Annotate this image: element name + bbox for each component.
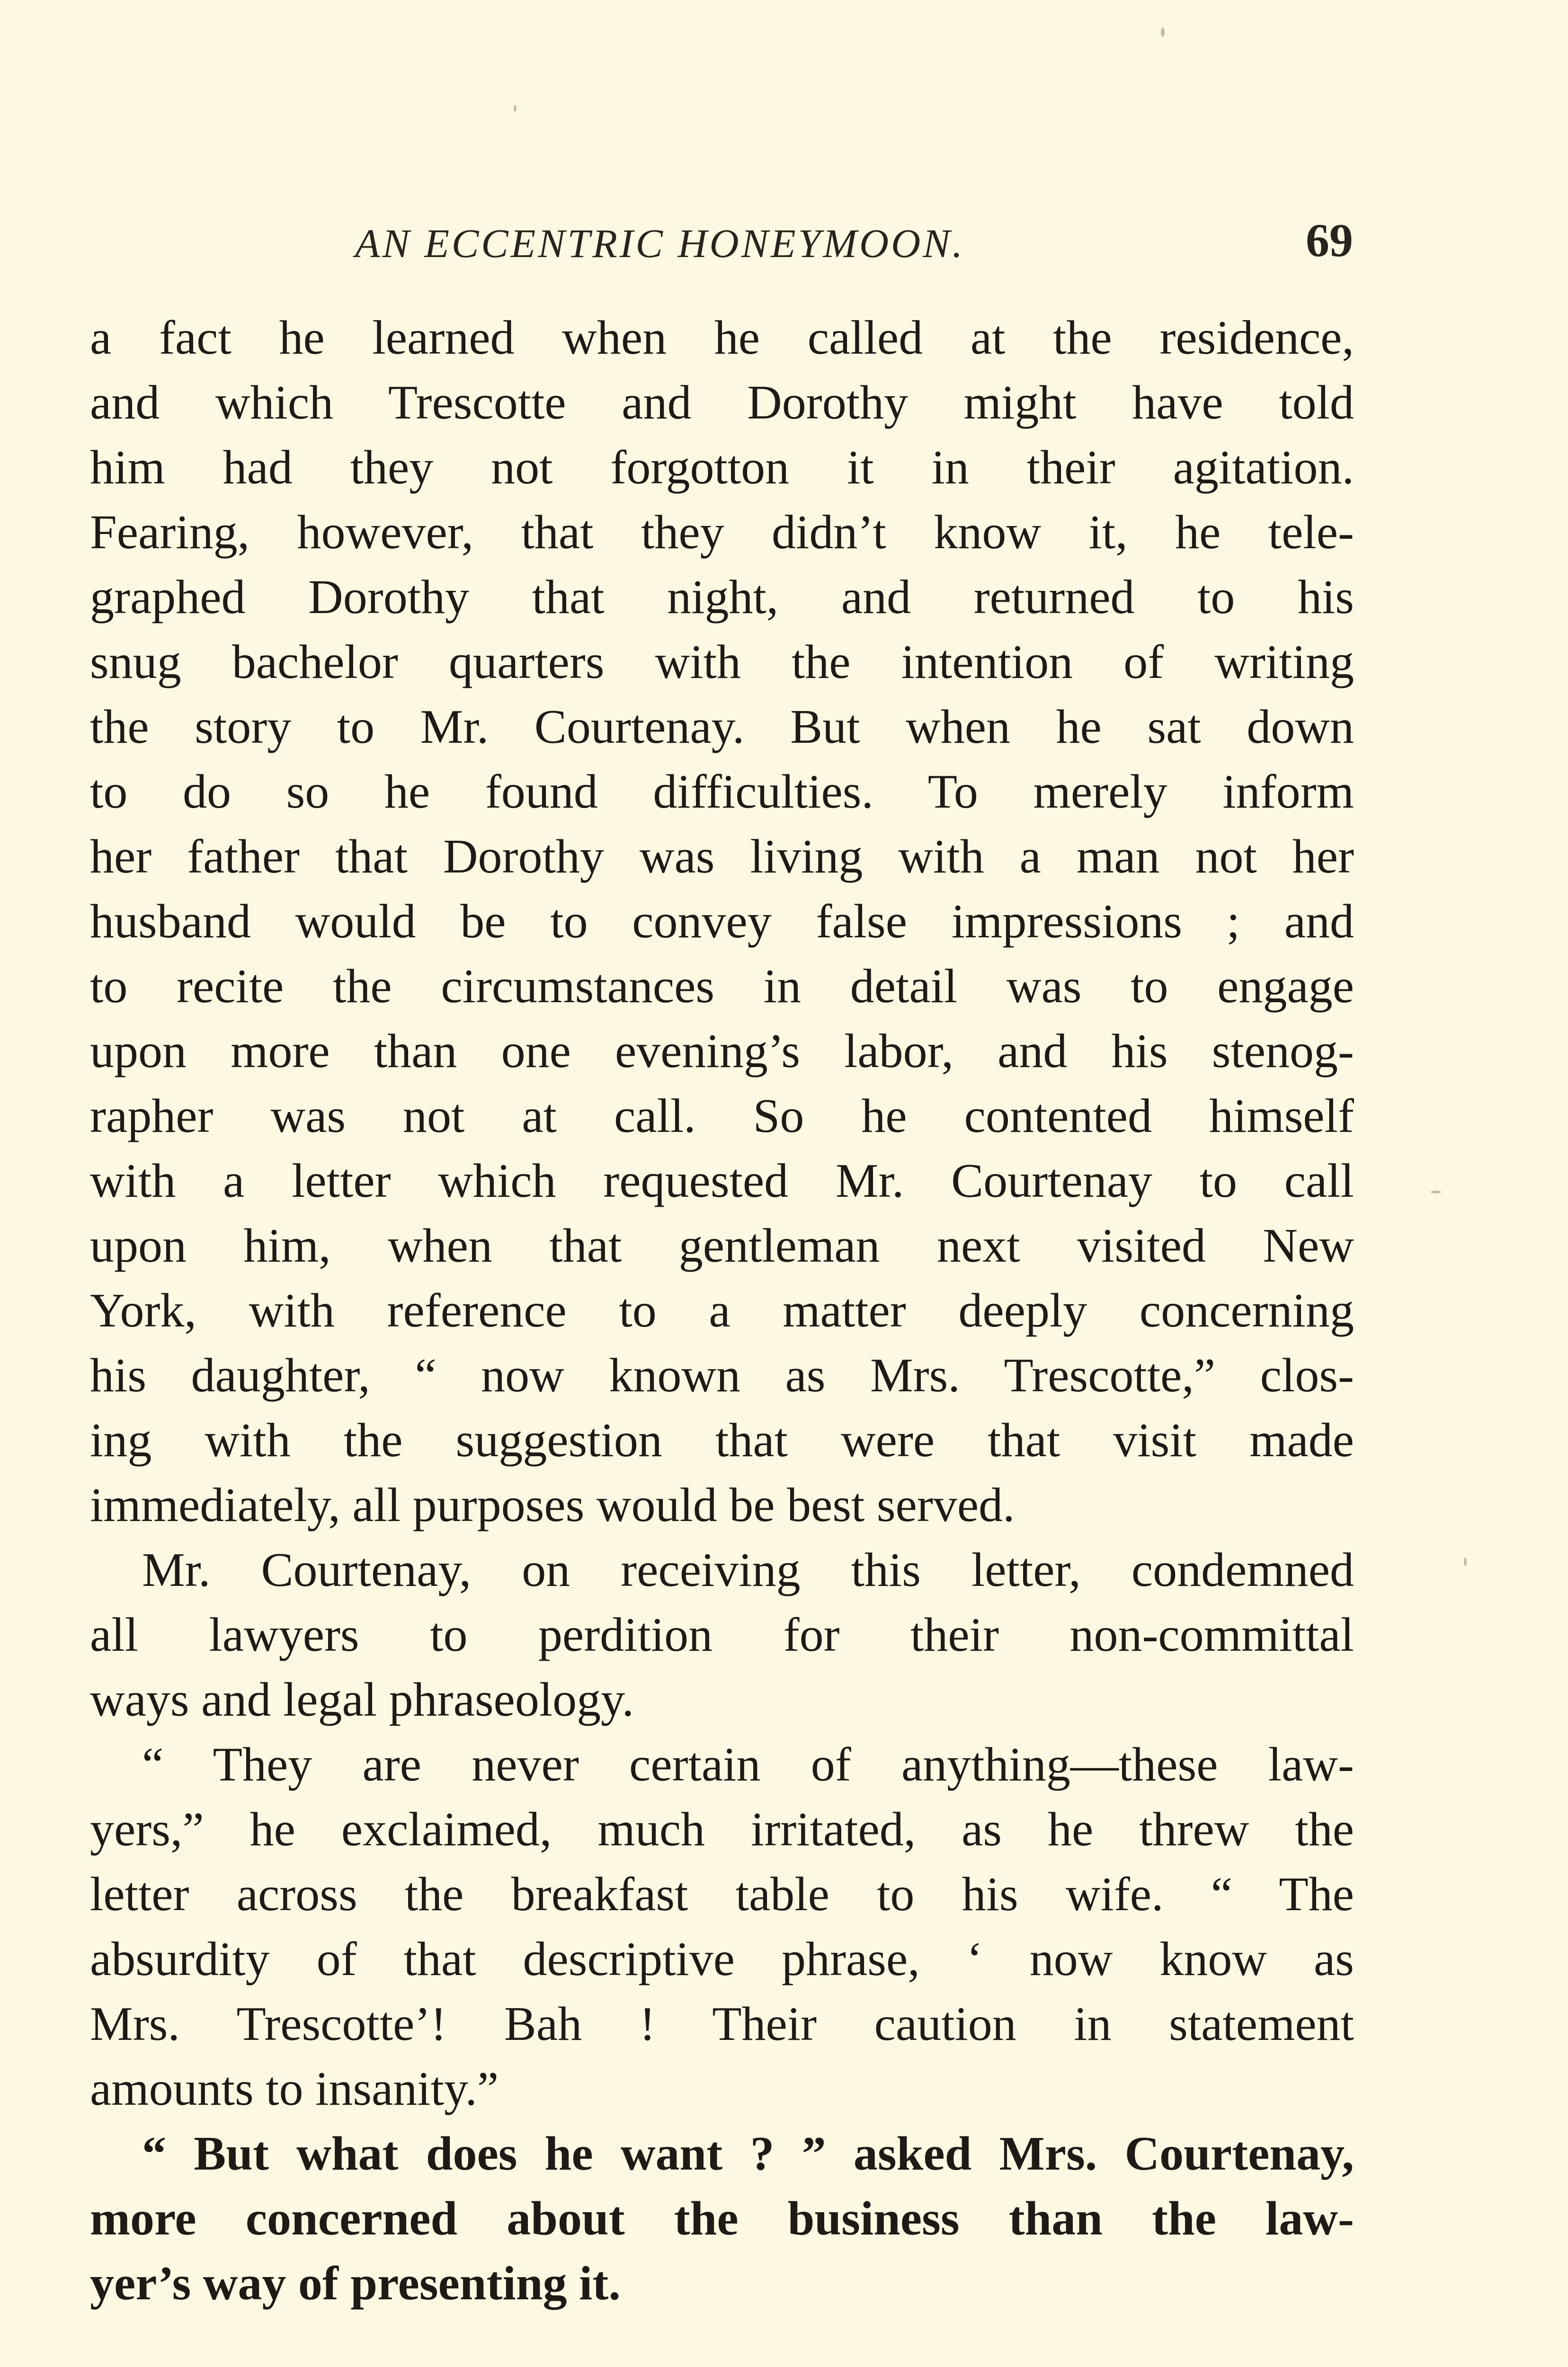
- text-line: all lawyers to perdition for their non-committal: [90, 1608, 1354, 1662]
- text-line: her father that Dorothy was living with a man not her: [90, 830, 1354, 883]
- text-line: Fearing, however, that they didn’t know it, he tele-: [90, 506, 1354, 559]
- running-head: [355, 213, 1353, 270]
- text-line: the story to Mr. Courtenay. But when he sat down: [90, 700, 1354, 754]
- text-line: graphed Dorothy that night, and returned to his: [90, 570, 1354, 624]
- paper-speck: [1431, 1191, 1441, 1193]
- running-title: AN ECCENTRIC HONEYMOON.: [355, 221, 965, 266]
- text-line: with a letter which requested Mr. Courtenay to call: [90, 1154, 1354, 1208]
- text-line: ing with the suggestion that were that visit made: [90, 1414, 1354, 1467]
- paper-speck: [1161, 27, 1165, 37]
- text-line: yer’s way of presenting it.: [90, 2257, 621, 2310]
- paper-speck: [1464, 1557, 1467, 1566]
- text-line: Mrs. Trescotte’! Bah ! Their caution in statement: [90, 1997, 1354, 2051]
- text-line: immediately, all purposes would be best served.: [90, 1478, 1015, 1532]
- text-line: a fact he learned when he called at the residence,: [90, 311, 1354, 365]
- text-line: husband would be to convey false impressions ; and: [90, 895, 1354, 948]
- page-number: 69: [1306, 214, 1353, 267]
- text-line: his daughter, “ now known as Mrs. Trescotte,” clos-: [90, 1349, 1354, 1402]
- text-line: him had they not forgotton it in their agitation.: [90, 441, 1354, 494]
- text-line: snug bachelor quarters with the intention of writing: [90, 635, 1354, 689]
- text-line: York, with reference to a matter deeply concerning: [90, 1284, 1354, 1337]
- text-line: rapher was not at call. So he contented himself: [90, 1089, 1354, 1143]
- text-line: and which Trescotte and Dorothy might have told: [90, 376, 1354, 429]
- body-text: [90, 305, 1354, 2316]
- text-line: to recite the circumstances in detail was to engage: [90, 960, 1354, 1013]
- text-line: letter across the breakfast table to his wife. “ The: [90, 1868, 1354, 1921]
- text-line: ways and legal phraseology.: [90, 1673, 634, 1726]
- text-line: “ They are never certain of anything—these law-: [142, 1738, 1354, 1791]
- text-line: amounts to insanity.”: [90, 2062, 499, 2116]
- text-line: upon him, when that gentleman next visited New: [90, 1219, 1354, 1272]
- paper-speck: [514, 105, 517, 112]
- text-line: to do so he found difficulties. To merely inform: [90, 765, 1354, 819]
- text-line: upon more than one evening’s labor, and his stenog-: [90, 1024, 1354, 1078]
- text-line: more concerned about the business than the law-: [90, 2192, 1354, 2245]
- text-line: yers,” he exclaimed, much irritated, as he threw the: [90, 1803, 1354, 1856]
- text-line: Mr. Courtenay, on receiving this letter, condemned: [142, 1543, 1354, 1597]
- text-line: “ But what does he want ? ” asked Mrs. Courtenay,: [142, 2127, 1354, 2180]
- text-line: absurdity of that descriptive phrase, ‘ now know as: [90, 1932, 1354, 1986]
